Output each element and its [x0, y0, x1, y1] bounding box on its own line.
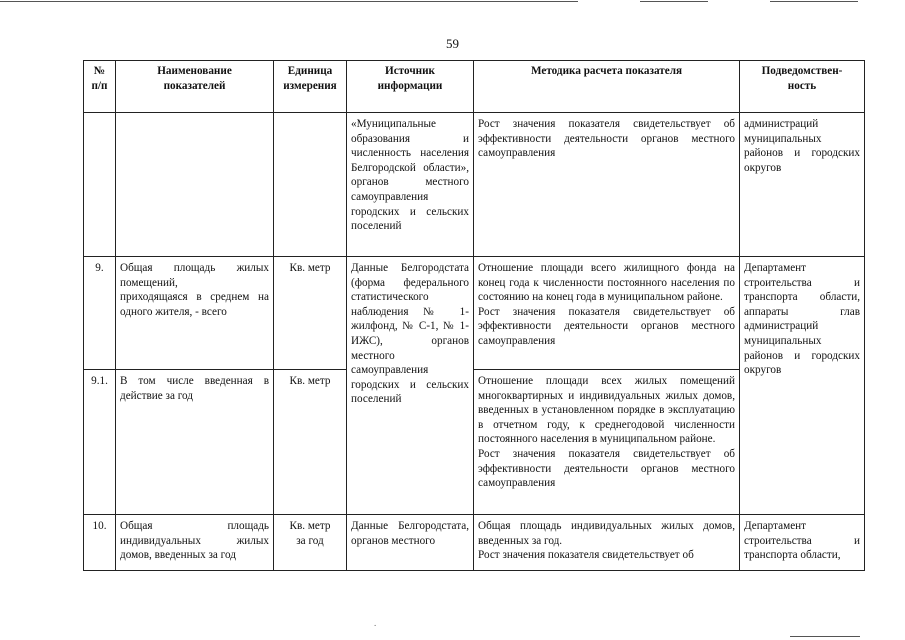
cell-number: 9.: [84, 257, 116, 370]
cell-unit: Кв. метр: [274, 257, 347, 370]
cell-unit: [274, 113, 347, 257]
page-number: 59: [446, 36, 459, 51]
cell-method: Отношение площади всего жилищного фонда на конец года к численности постоянного населения по состоянию на конец года в муниципальном районе. Рост значения показателя свидетельствует об эффективности деятельности органов местного самоуправления: [474, 257, 740, 370]
cell-method: Общая площадь индивидуальных жилых домов, введенных за год. Рост значения показателя свидетельствует об: [474, 515, 740, 571]
header-number: № п/п: [84, 61, 116, 113]
header-method: Методика расчета показателя: [474, 61, 740, 113]
cell-subordination: Департамент строительства и транспорта области,: [740, 515, 865, 571]
cell-name: В том числе введенная в действие за год: [116, 370, 274, 515]
scan-line-top-mid: [640, 1, 708, 2]
scan-line-top-right: [770, 1, 858, 2]
table-row: [84, 257, 865, 370]
cell-number: [84, 113, 116, 257]
cell-unit: Кв. метр за год: [274, 515, 347, 571]
cell-source: Данные Белгородстата (форма федерального статистического наблюдения № 1-жилфонд, № С-1, № 1-ИЖС), органов местного самоуправления городских и сельских поселений: [347, 257, 474, 515]
cell-method: Рост значения показателя свидетельствует об эффективности деятельности органов местного самоуправления: [474, 113, 740, 257]
cell-number: 10.: [84, 515, 116, 571]
header-subordination: Подведомствен- ность: [740, 61, 865, 113]
cell-unit: Кв. метр: [274, 370, 347, 515]
table-row: [84, 515, 865, 571]
cell-method: Отношение площади всех жилых помещений многоквартирных и индивидуальных жилых домов, введенных в установленном порядке в эксплуатацию в отчетном году, к среднегодовой численности постоянного населения в муниципальном районе. Рост значения показателя свидетельствует об эффективности деятельности органов местного самоуправления: [474, 370, 740, 515]
cell-name: Общая площадь индивидуальных жилых домов, введенных за год: [116, 515, 274, 571]
cell-name: [116, 113, 274, 257]
header-unit: Единица измерения: [274, 61, 347, 113]
cell-source: «Муниципальные образования и численность населения Белгородской области», органов местного самоуправления городских и сельских поселений: [347, 113, 474, 257]
header-indicator-name: Наименование показателей: [116, 61, 274, 113]
indicator-table: [83, 60, 865, 571]
cell-subordination: Департамент строительства и транспорта области, аппараты глав администраций муниципальных районов и городских округов: [740, 257, 865, 515]
table-header-row: [84, 61, 865, 113]
cell-name: Общая площадь жилых помещений, приходящаяся в среднем на одного жителя, - всего: [116, 257, 274, 370]
cell-subordination: администраций муниципальных районов и городских округов: [740, 113, 865, 257]
scan-line-top-left: [0, 1, 578, 2]
scan-dot: .: [374, 618, 377, 628]
cell-number: 9.1.: [84, 370, 116, 515]
cell-source: Данные Белгородстата, органов местного: [347, 515, 474, 571]
scan-line-bottom-right: [790, 636, 860, 637]
header-source: Источник информации: [347, 61, 474, 113]
table-row: [84, 113, 865, 257]
